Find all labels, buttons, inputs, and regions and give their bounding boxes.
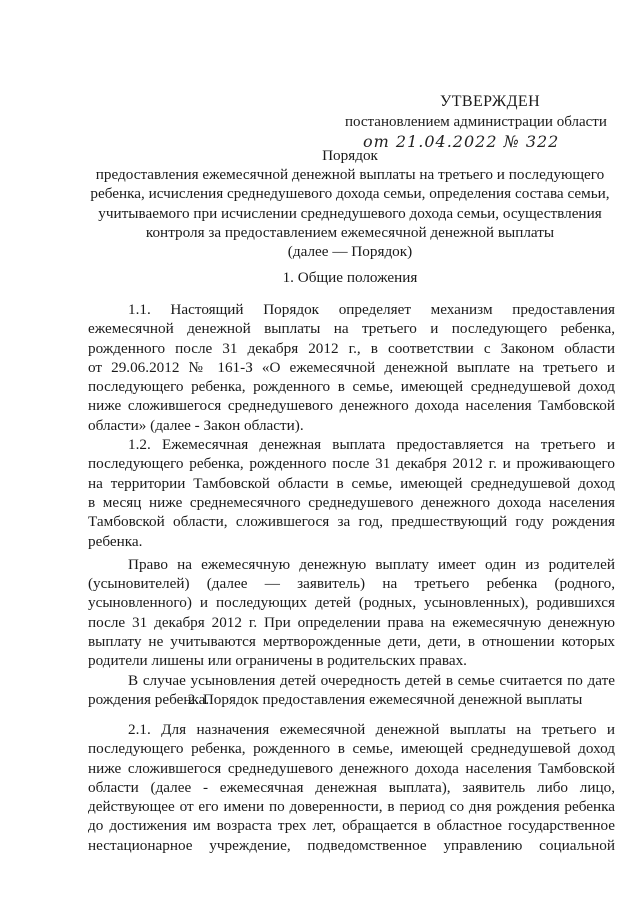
- text-line: последующего ребенка, рожденного после 31 декабря 2012 г. и проживающего: [88, 455, 615, 473]
- title-line: (далее — Порядок): [287, 243, 413, 261]
- title-line: учитываемого при исчислении среднедушевого дохода семьи, осуществления: [98, 204, 602, 222]
- text-line: 1.1. Настоящий Порядок определяет механизм предоставления: [128, 301, 615, 318]
- approval-stamp: [345, 92, 615, 152]
- text-line: последующего ребенка, рожденного в семье, имеющей среднедушевой доход: [88, 740, 615, 758]
- text-line: 1.2. Ежемесячная денежная выплата предоставляется на третьего и: [128, 436, 615, 454]
- text-line: Тамбовской области, сложившегося за год, предшествующий году рождения: [88, 513, 615, 531]
- text-line: ежемесячной денежной выплаты на третьего и последующего ребенка,: [88, 320, 615, 338]
- text-line: от 29.06.2012 № 161-З «О ежемесячной денежной выплате на третьего и: [88, 358, 615, 376]
- text-line: на территории Тамбовской области в семье, имеющей среднедушевой доход: [88, 474, 615, 492]
- text-line: области» (далее - Закон области).: [88, 416, 304, 434]
- handwritten-date-number: от 21.04.2022 № 322: [363, 132, 560, 151]
- paragraph-1-1: [88, 300, 615, 435]
- text-line: рожденного после 31 декабря 2012 г., в соответствии с Законом области: [88, 339, 615, 357]
- text-line: после 31 декабря 2012 г. При определении права на ежемесячную денежную: [88, 613, 615, 631]
- text-line: ниже сложившегося среднедушевого денежного дохода населения Тамбовской: [88, 759, 615, 777]
- text-line: области (далее - ежемесячная денежная выплата), заявитель либо лицо,: [88, 778, 615, 796]
- title-line: контроля за предоставлением ежемесячной денежной выплаты: [145, 223, 555, 241]
- text-line: ребенка.: [88, 532, 143, 550]
- section-1-heading: 1. Общие положения: [282, 269, 418, 286]
- title-line: ребенка, исчисления среднедушевого дохода семьи, определения состава семьи,: [90, 185, 610, 203]
- text-line: ниже сложившегося среднедушевого денежного дохода населения Тамбовской: [88, 397, 615, 415]
- text-line: родители лишены или ограничены в родительских правах.: [88, 652, 467, 670]
- text-line: нестационарное учреждение, подведомственное управлению социальной: [88, 836, 615, 854]
- paragraph-1-2: [88, 435, 615, 551]
- text-line: 2.1. Для назначения ежемесячной денежной выплаты на третьего и: [128, 721, 615, 738]
- text-line: действующее от его имени по доверенности, в период со дня рождения ребенка: [88, 798, 615, 816]
- title-heading: Порядок: [322, 147, 378, 164]
- title-line: предоставления ежемесячной денежной выплаты на третьего и последующего: [95, 166, 605, 184]
- paragraph-right-to-payment: [88, 555, 615, 671]
- text-line: Право на ежемесячную денежную выплату имеет один из родителей: [128, 555, 615, 573]
- section-2-heading: 2. Порядок предоставления ежемесячной денежной выплаты: [187, 691, 583, 708]
- text-line: (усыновителей) (далее — заявитель) на третьего ребенка (родного,: [88, 575, 615, 593]
- section-2-body: [88, 720, 615, 855]
- paragraph-2-1: [88, 720, 615, 855]
- text-line: рождения ребенка.: [88, 690, 210, 708]
- text-line: в месяц ниже среднемесячного среднедушевого денежного дохода населения: [88, 493, 615, 511]
- section-1-body: [88, 300, 615, 709]
- text-line: усыновленного) и последующих детей (родных, усыновленных), родившихся: [88, 594, 615, 612]
- approved-by: постановлением администрации области: [345, 114, 607, 130]
- text-line: В случае усыновления детей очередность детей в семье считается по дате: [128, 671, 615, 689]
- document-title: [70, 146, 630, 261]
- text-line: выплату не учитываются мертворожденные дети, дети, в отношении которых: [88, 633, 615, 651]
- text-line: до достижения им возраста трех лет, обращается в областное государственное: [88, 817, 615, 835]
- text-line: последующего ребенка, рожденного в семье, имеющей среднедушевой доход: [88, 378, 615, 396]
- approved-label: УТВЕРЖДЕН: [440, 93, 541, 110]
